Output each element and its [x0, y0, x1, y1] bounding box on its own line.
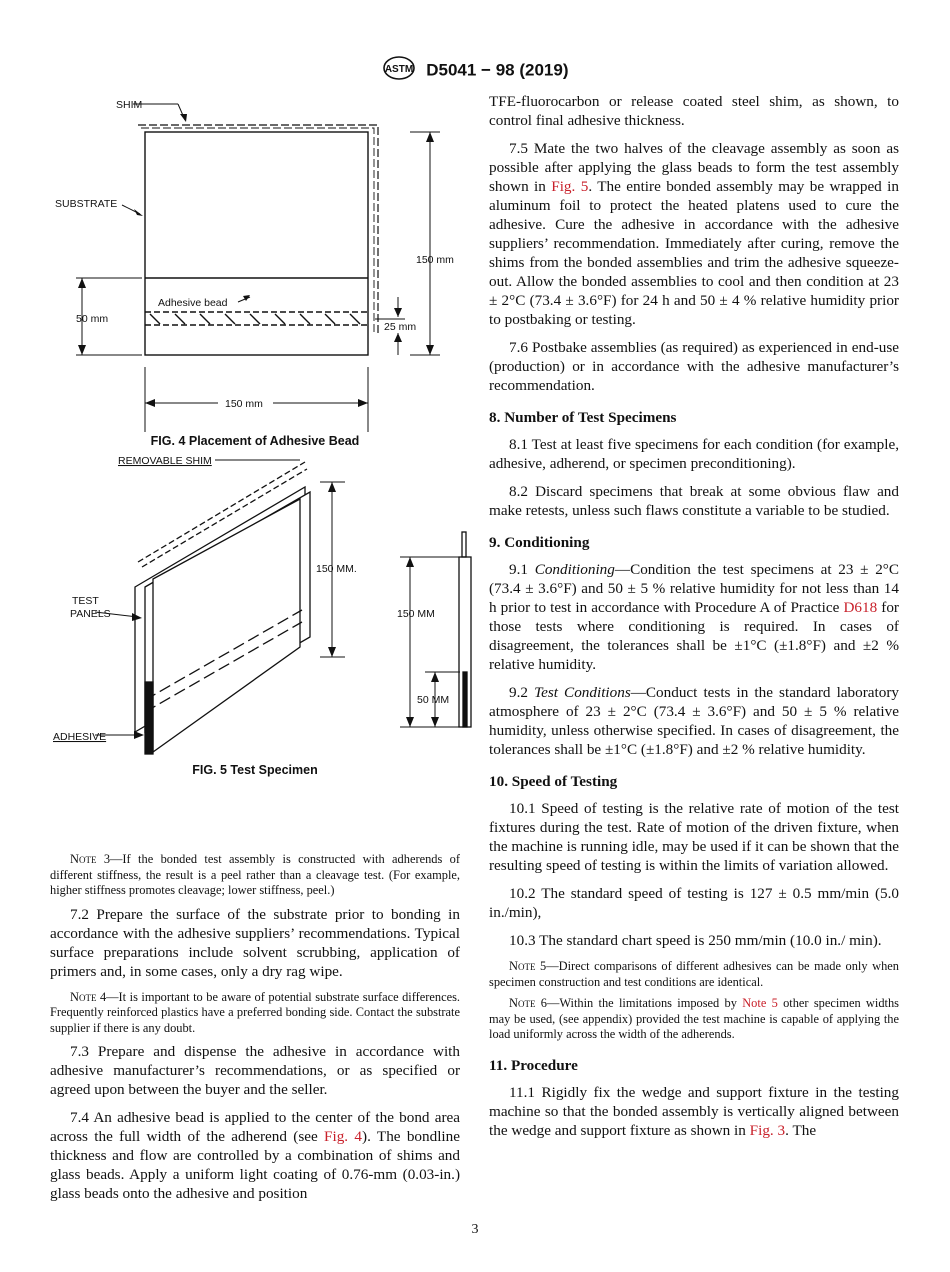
fig5-label-panels: PANELS	[70, 608, 111, 620]
note-5: Note 5—Direct comparisons of different adhesives can be made only when specimen construction and test conditions are identical.	[489, 959, 899, 989]
link-fig-3[interactable]: Fig. 3	[749, 1121, 786, 1139]
left-column	[50, 92, 460, 1212]
fig4-label-150-width: 150 mm	[225, 398, 263, 410]
fig4-label-150-height: 150 mm	[416, 254, 454, 266]
logo-text: ASTM	[384, 64, 413, 75]
para-9-2: 9.2 Test Conditions—Conduct tests in the standard laboratory atmosphere of 23 ± 2°C (73.4 ± 3.6°F) and 50 ± 5 % relative humidity, unless otherwise specified. In cases of disagreement, the tolerances shall be ±1°C (±1.8°F) and ±2 % relative humidity.	[489, 684, 899, 758]
right-column	[489, 92, 899, 1149]
fig5-label-test: TEST	[72, 595, 99, 607]
link-fig-4[interactable]: Fig. 4	[324, 1128, 363, 1145]
note-3	[50, 852, 460, 899]
para-7-4: 7.4 An adhesive bead is applied to the center of the bond area across the full width of the adherend (see Fig. 4). The bondline thickness and flow are controlled by a combination of shims and glass beads. Apply a uniform light coating of 0.76-mm (0.03-in.) glass beads onto the adhesive and position	[50, 1109, 460, 1202]
section-9-heading: 9. Conditioning	[489, 534, 590, 551]
para-7-3: 7.3 Prepare and dispense the adhesive in accordance with adhesive manufacturer’s recommendations, or as specified or agreed upon between the buyer and the seller.	[50, 1043, 460, 1098]
fig5-label-150-a: 150 MM.	[316, 563, 357, 575]
page-header	[0, 55, 950, 86]
note-4	[50, 990, 460, 1037]
document-designation: D5041 − 98 (2019)	[426, 60, 569, 80]
fig5-label-adhesive: ADHESIVE	[53, 731, 107, 743]
para-7-6: 7.6 Postbake assemblies (as required) as experienced in end-use (production) or in accordance with the adhesive manufacturer’s recommendation.	[489, 339, 899, 394]
para-10-3: 10.3 The standard chart speed is 250 mm/min (10.0 in./ min).	[509, 932, 882, 949]
figure-5	[50, 457, 460, 852]
astm-logo-icon	[382, 55, 416, 86]
para-9-1: 9.1 Conditioning—Condition the test specimens at 23 ± 2°C (73.4 ± 3.6°F) and 50 ± 5 % relative humidity for not less than 14 h prior to test in accordance with Procedure A of Practice D618 for those tests where conditioning is required. In cases of disagreement, the tolerances shall be ±1°C (±1.8°F) and ±2 % relative humidity.	[489, 561, 899, 673]
fig5-caption: FIG. 5 Test Specimen	[192, 763, 318, 777]
para-10-1: 10.1 Speed of testing is the relative rate of motion of the test fixtures during the test. Rate of motion of the driven fixture, when the machine is running idle, may be used if it can be shown that the resulting speed of testing is within the limits of variation allowed.	[489, 800, 899, 874]
link-fig-5[interactable]: Fig. 5	[551, 178, 589, 195]
fig4-caption: FIG. 4 Placement of Adhesive Bead	[150, 434, 360, 448]
section-10-heading: 10. Speed of Testing	[489, 773, 618, 790]
para-8-2: 8.2 Discard specimens that break at some obvious flaw and make retests, unless such flaws constitute a variable to be studied.	[489, 483, 899, 519]
para-11-1: 11.1 Rigidly fix the wedge and support fixture in the testing machine so that the bonded assembly is vertically aligned between the wedge and support fixture as shown in Fig. 3. The	[489, 1083, 899, 1139]
fig5-label-150-b: 150 MM	[397, 608, 435, 620]
note-4-label: Note 4	[70, 989, 107, 1004]
fig4-diagram	[50, 92, 460, 437]
note-4-text: —It is important to be aware of potential substrate surface differences. Frequently reinforced plastics have a preferred bonding side. Contact the substrate supplier if there is any doubt.	[50, 989, 460, 1035]
para-10-2: 10.2 The standard speed of testing is 127 ± 0.5 mm/min (5.0 in./min),	[489, 885, 899, 921]
fig5-label-removable-shim: REMOVABLE SHIM	[118, 457, 212, 467]
link-d618[interactable]: D618	[843, 599, 878, 616]
para-7-2: 7.2 Prepare the surface of the substrate prior to bonding in accordance with the adhesive suppliers’ recommendations. Typical surface preparations include solvent scrubbing, application of primers and, in some cases, only a dry rag wipe.	[50, 905, 460, 980]
section-8-heading: 8. Number of Test Specimens	[489, 409, 677, 426]
figure-4	[50, 92, 460, 457]
para-7-4-continued: TFE-fluorocarbon or release coated steel shim, as shown, to control final adhesive thickness.	[489, 93, 899, 129]
fig4-label-substrate: SUBSTRATE	[55, 198, 118, 210]
fig4-label-50: 50 mm	[76, 313, 109, 325]
para-7-5: 7.5 Mate the two halves of the cleavage assembly as soon as possible after applying the glass beads to form the test assembly shown in Fig. 5. The entire bonded assembly may be wrapped in aluminum foil to protect the heated platens used to cure the adhesive. Cure the adhesive in accordance with the adhesive suppliers’ recommendation. Immediately after curing, remove the shims from the bonded assemblies and trim the adhesive squeeze-out. Allow the bonded assemblies to cool and then condition at 23 ± 2°C (73.4 ± 3.6°F) for 24 h and 50 ± 4 % relative humidity prior to postbaking or testing.	[489, 140, 899, 328]
fig4-label-shim: SHIM	[116, 99, 143, 111]
link-note-5[interactable]: Note 5	[742, 996, 778, 1010]
note-6: Note 6—Within the limitations imposed by Note 5 other specimen widths may be used, (see appendix) provided the test machine is capable of applying the load uniformly across the width of the adherends.	[489, 996, 899, 1041]
fig4-label-adhesive-bead: Adhesive bead	[158, 297, 228, 309]
section-11-heading: 11. Procedure	[489, 1056, 578, 1074]
fig5-label-50: 50 MM	[417, 694, 450, 706]
para-8-1: 8.1 Test at least five specimens for each condition (for example, adhesive, adherend, or specimen preconditioning).	[489, 436, 899, 472]
page-number: 3	[471, 1222, 479, 1237]
fig5-diagram	[50, 457, 480, 787]
note-3-label: Note 3	[70, 852, 111, 866]
note-3-text: —If the bonded test assembly is constructed with adherends of different stiffness, the result is a peel rather than a cleavage test. (For example, higher stiffness promotes cleavage; lower stiffness, peel.)	[50, 852, 460, 897]
fig4-label-25: 25 mm	[384, 321, 417, 333]
